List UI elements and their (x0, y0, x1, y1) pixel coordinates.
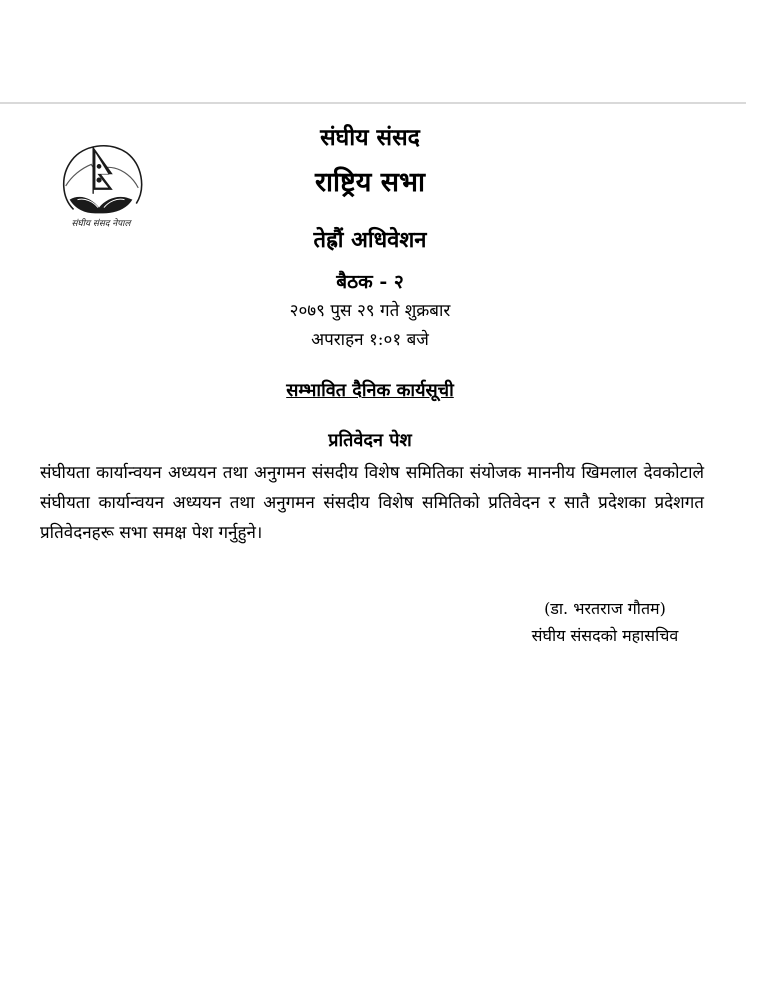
session-title: तेह्रौं अधिवेशन (313, 227, 427, 253)
meeting-date: २०७९ पुस २९ गते शुक्रबार (289, 301, 451, 321)
agenda-item-heading: प्रतिवेदन पेश (328, 430, 412, 451)
agenda-item-text: संघीयता कार्यान्वयन अध्ययन तथा अनुगमन संसदीय विशेष समितिका संयोजक माननीय खिमलाल देवकोटाले संघीयता कार्यान्वयन अध्ययन तथा अनुगमन संसदीय विशेष समितिको प्रतिवेदन र सातै प्रदेशका प्रदेशगत प्रतिवेदनहरू सभा समक्ष पेश गर्नुहुने। (40, 463, 704, 543)
emblem-text: संघीय संसद नेपाल (71, 219, 131, 230)
signatory-name: (डा. भरतराज गौतम) (544, 599, 666, 618)
signatory-title: संघीय संसदको महासचिव (531, 626, 679, 645)
meeting-number: बैठक - २ (336, 271, 404, 293)
parliament-emblem-icon (52, 134, 150, 234)
agenda-title: सम्भावित दैनिक कार्यसूची (286, 380, 454, 401)
page-top-divider (0, 102, 746, 104)
house-title: राष्ट्रिय सभा (314, 167, 426, 198)
meeting-time: अपराहन १:०१ बजे (311, 330, 429, 350)
parliament-title: संघीय संसद (320, 124, 420, 151)
